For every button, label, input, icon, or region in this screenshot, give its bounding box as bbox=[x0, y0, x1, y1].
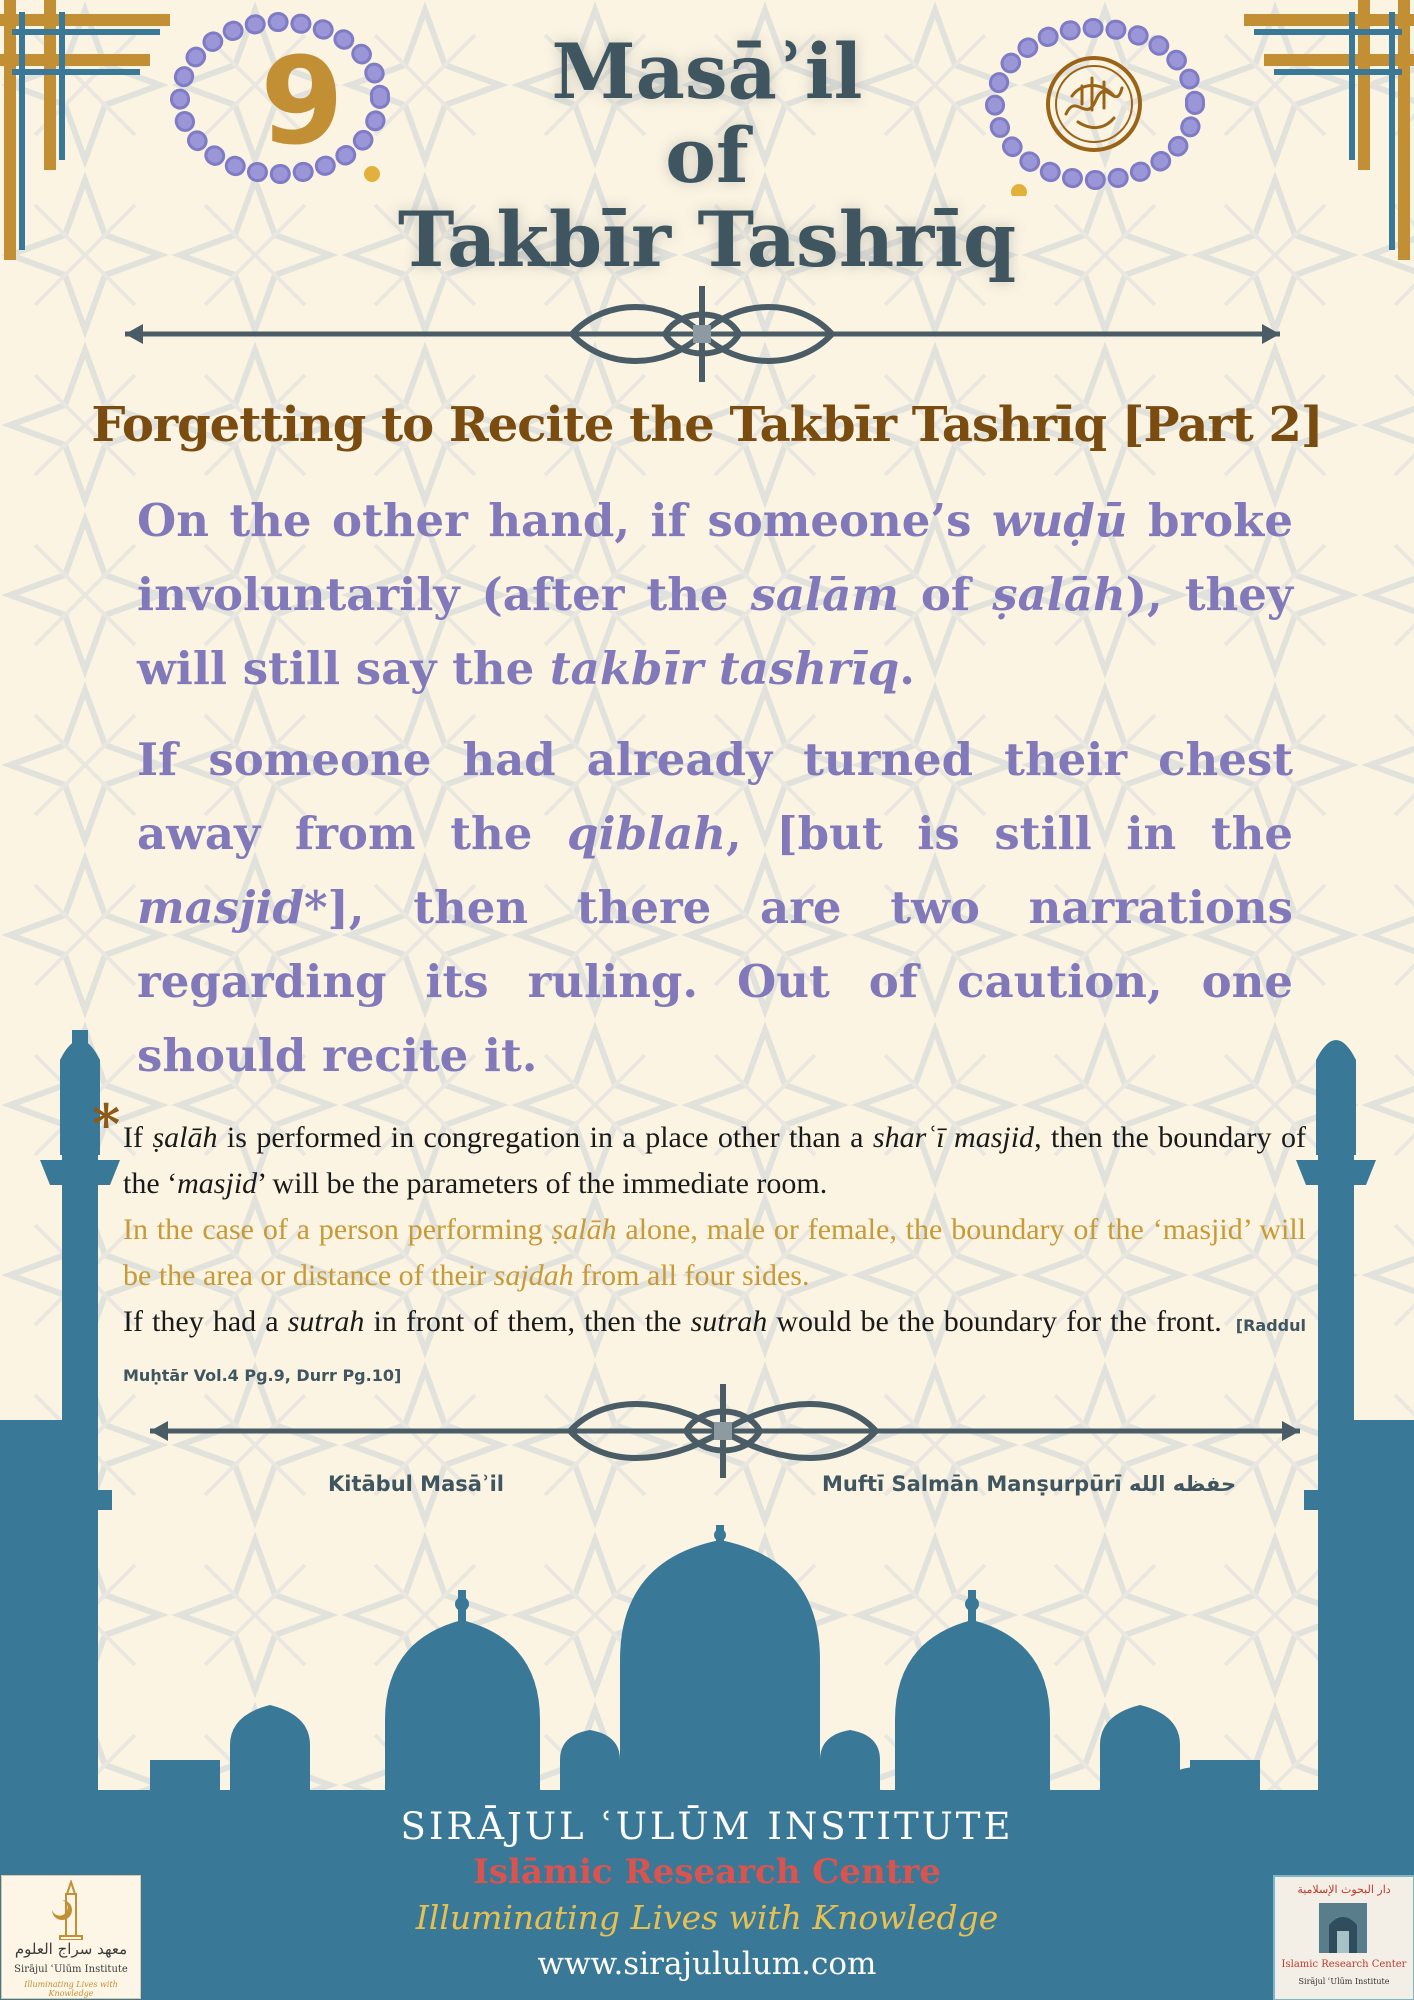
italic-term: sutrah bbox=[287, 1305, 365, 1338]
title-line: Takbīr Tashrīq bbox=[397, 195, 1017, 284]
italic-term: qiblah bbox=[567, 807, 727, 860]
text-run: , [but is still in the bbox=[726, 807, 1294, 860]
italic-term: takbīr tashrīq bbox=[549, 642, 900, 695]
minaret-logo-icon bbox=[46, 1880, 96, 1940]
logo-research-name: Islamic Research Center bbox=[1281, 1959, 1407, 1970]
text-run: ), they will still say the bbox=[137, 568, 1294, 695]
text-run: If they had a bbox=[123, 1305, 288, 1338]
italic-term: ṣalāh bbox=[992, 568, 1126, 621]
logo-institute-name: Sirājul ʿUlūm Institute bbox=[14, 1964, 128, 1975]
text-run: , then the boundary of the ‘ bbox=[123, 1121, 1306, 1200]
text-run: If bbox=[123, 1121, 153, 1154]
building-photo-icon bbox=[1319, 1903, 1367, 1953]
research-centre-logo bbox=[1273, 1875, 1414, 2000]
title-line: of bbox=[665, 111, 749, 200]
text-run: alone, male or female, the boundary of the ‘masjid’ will be the area or distance of their bbox=[123, 1213, 1306, 1292]
institute-logo bbox=[1, 1875, 141, 1999]
website-link[interactable]: www.sirajululum.com bbox=[537, 1946, 877, 1982]
footnote-marker: * bbox=[92, 1092, 121, 1156]
institute-name: SIRĀJUL ʿULŪM INSTITUTE bbox=[400, 1805, 1014, 1848]
footnote-line-1 bbox=[123, 1115, 1306, 1207]
italic-term: salām bbox=[750, 568, 899, 621]
masail-number: 9 bbox=[260, 33, 344, 172]
text-run: In the case of a person performing bbox=[123, 1213, 552, 1246]
logo-arabic-text: معهد سراج العلوم bbox=[14, 1940, 128, 1958]
reference-citation: [Raddul Muḥtār Vol.4 Pg.9, Durr Pg.10] bbox=[123, 1316, 1306, 1385]
logo-institute-sub: Sirājul ʿUlūm Institute bbox=[1298, 1977, 1390, 1986]
research-centre-name: Islāmic Research Centre bbox=[473, 1852, 941, 1892]
text-run: On the other hand, if someone’s bbox=[137, 494, 992, 547]
logo-tagline: Illuminating Lives with Knowledge bbox=[24, 1980, 118, 1998]
text-run: would be the boundary for the front. bbox=[767, 1305, 1222, 1338]
italic-term: sharʿī masjid bbox=[872, 1121, 1035, 1154]
italic-term: sajdah bbox=[493, 1259, 574, 1292]
title-line: Masāʾil bbox=[551, 27, 863, 116]
text-run: from all four sides. bbox=[573, 1259, 810, 1292]
logo-arabic-text: دار البحوث الإسلامية bbox=[1297, 1883, 1391, 1896]
italic-term: ṣalāh bbox=[152, 1121, 218, 1154]
source-book-credit: Kitābul Masāʾil bbox=[328, 1472, 504, 1496]
institute-tagline: Illuminating Lives with Knowledge bbox=[415, 1898, 999, 1937]
text-run: . bbox=[899, 642, 915, 695]
italic-term: ṣalāh bbox=[551, 1213, 617, 1246]
section-subtitle: Forgetting to Recite the Takbīr Tashrīq [Part 2] bbox=[91, 397, 1323, 453]
text-run: is performed in congregation in a place other than a bbox=[217, 1121, 873, 1154]
text-run: of bbox=[898, 568, 993, 621]
text-run: in front of them, then the bbox=[364, 1305, 691, 1338]
italic-term: wuḍū bbox=[991, 494, 1128, 547]
ornamental-divider-bottom bbox=[150, 1378, 1300, 1484]
text-run: If someone had already turned their chest away from the bbox=[137, 733, 1293, 860]
italic-term: masjid bbox=[137, 881, 304, 934]
italic-term: sutrah bbox=[690, 1305, 768, 1338]
text-run: *], then there are two narrations regarding its ruling. Out of caution, one should recite it. bbox=[137, 881, 1293, 1082]
italic-term: masjid bbox=[177, 1167, 258, 1200]
text-run: ’ will be the parameters of the immediate room. bbox=[257, 1167, 828, 1200]
author-credit: Muftī Salmān Manṣurpūrī حفظه الله bbox=[822, 1472, 1237, 1496]
text-run: broke involuntarily (after the bbox=[137, 494, 1293, 621]
footnote-line-2 bbox=[123, 1207, 1306, 1299]
